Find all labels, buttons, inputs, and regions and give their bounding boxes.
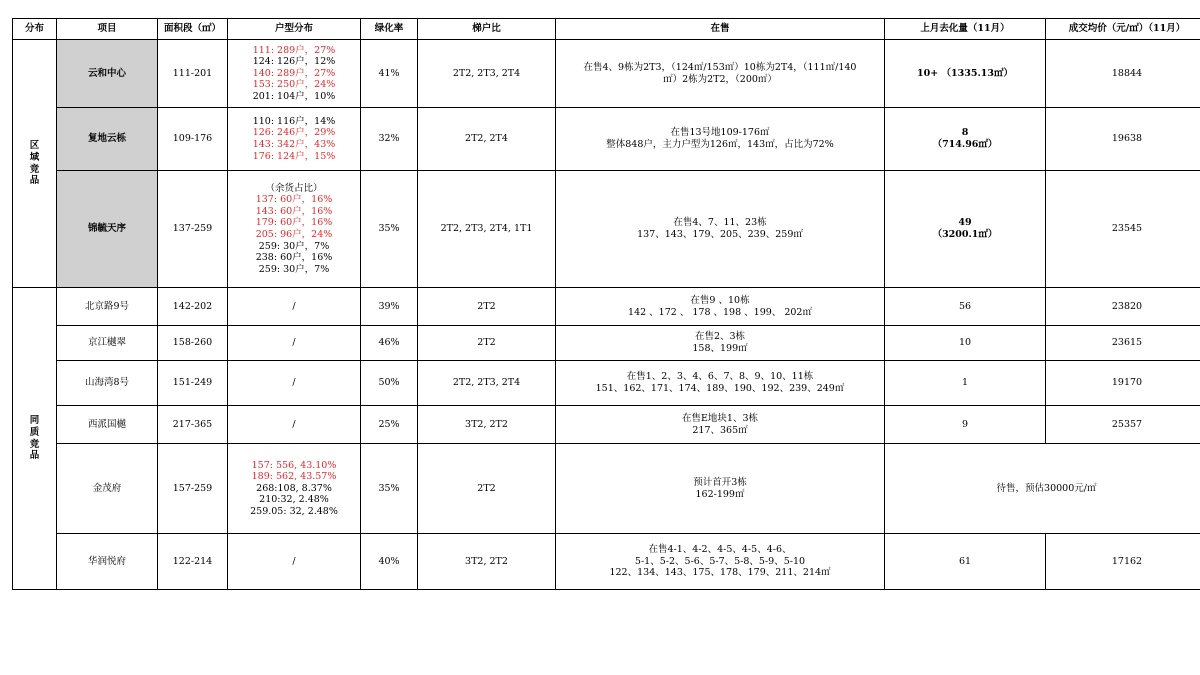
monthly-sales — [885, 288, 1046, 326]
unit-distribution: / — [228, 326, 361, 361]
header-cell: 分布 — [13, 19, 57, 40]
elevator-ratio: 2T2, 2T3, 2T4, 1T1 — [418, 171, 556, 288]
table-row — [13, 326, 1200, 361]
project-name: 复地云栎 — [57, 108, 158, 171]
green-rate: 40% — [361, 534, 418, 590]
unit-distribution — [228, 40, 361, 108]
presale-note: 待售，预估30000元/㎡ — [885, 444, 1200, 534]
unit-line: 259: 30户，7% — [258, 240, 330, 252]
unit-line: 238: 60户，16% — [255, 252, 333, 264]
on-sale-line: 在售13号地109-176㎡ — [670, 127, 770, 139]
header-cell: 在售 — [556, 19, 885, 40]
unit-line: 140: 289户，27% — [252, 67, 336, 79]
on-sale-info — [556, 444, 885, 534]
table-row — [13, 534, 1200, 590]
area-range: 142-202 — [158, 288, 228, 326]
table-row — [13, 361, 1200, 406]
table-row — [13, 406, 1200, 444]
area-range: 217-365 — [158, 406, 228, 444]
on-sale-line: 142 、172 、 178 、198 、199、 202㎡ — [628, 306, 812, 318]
table-row — [13, 444, 1200, 534]
sales-line: 10 — [958, 337, 972, 349]
unit-line: 179: 60户，16% — [255, 217, 333, 229]
on-sale-info — [556, 406, 885, 444]
header-cell: 上月去化量（11月） — [885, 19, 1046, 40]
unit-line: 259.05: 32, 2.48% — [250, 505, 338, 517]
table-row — [13, 40, 1200, 108]
green-rate: 25% — [361, 406, 418, 444]
header-cell: 户型分布 — [228, 19, 361, 40]
elevator-ratio: 2T2, 2T3, 2T4 — [418, 361, 556, 406]
on-sale-line: 162-199㎡ — [695, 488, 745, 500]
project-name: 西派国樾 — [57, 406, 158, 444]
green-rate: 32% — [361, 108, 418, 171]
monthly-sales — [885, 171, 1046, 288]
unit-distribution: / — [228, 288, 361, 326]
on-sale-info — [556, 108, 885, 171]
on-sale-line: 在售2、3栋 — [694, 331, 746, 343]
group-label-similar — [13, 288, 57, 590]
elevator-ratio: 2T2 — [418, 288, 556, 326]
on-sale-line: 217、365㎡ — [692, 424, 748, 436]
group-label-char: 域 — [29, 151, 40, 163]
unit-line: 153: 250户，24% — [252, 79, 336, 91]
avg-price: 19638 — [1046, 108, 1200, 171]
on-sale-line: 在售4、9栋为2T3，（124㎡/153㎡）10栋为2T4，（111㎡/140 — [583, 61, 857, 73]
unit-distribution: / — [228, 361, 361, 406]
sales-line: 10+ （1335.13㎡） — [917, 67, 1013, 79]
table-row — [13, 171, 1200, 288]
avg-price: 23615 — [1046, 326, 1200, 361]
unit-line: 189: 562, 43.57% — [251, 471, 337, 483]
unit-line: 111: 289户，27% — [252, 44, 336, 56]
on-sale-line: 在售1、2、3、4、6、7、8、9、10、11栋 — [626, 371, 814, 383]
on-sale-info — [556, 40, 885, 108]
green-rate: 35% — [361, 171, 418, 288]
on-sale-info — [556, 534, 885, 590]
green-rate: 46% — [361, 326, 418, 361]
green-rate: 39% — [361, 288, 418, 326]
group-label-regional — [13, 40, 57, 288]
on-sale-line: 在售E地块1、3栋 — [681, 412, 759, 424]
unit-line: 259: 30户，7% — [258, 263, 330, 275]
header-cell: 项目 — [57, 19, 158, 40]
header-cell: 梯户比 — [418, 19, 556, 40]
unit-distribution — [228, 444, 361, 534]
group-label-char: 竞 — [29, 438, 40, 450]
header-row — [13, 19, 1200, 40]
group-label-char: 竞 — [29, 163, 40, 175]
sales-line: 61 — [958, 555, 972, 567]
monthly-sales — [885, 361, 1046, 406]
unit-line: 124: 126户，12% — [252, 56, 336, 68]
monthly-sales — [885, 326, 1046, 361]
on-sale-line: 151、162、171、174、189、190、192、239、249㎡ — [595, 383, 845, 394]
unit-line: （余货占比） — [265, 182, 323, 194]
sales-line: 1 — [961, 377, 969, 389]
avg-price: 19170 — [1046, 361, 1200, 406]
project-name: 华润悦府 — [57, 534, 158, 590]
unit-line: 201: 104户，10% — [252, 90, 336, 102]
elevator-ratio: 2T2 — [418, 444, 556, 534]
header-cell: 面积段（㎡） — [158, 19, 228, 40]
competitor-table — [12, 18, 1200, 590]
sales-line: （714.96㎡） — [932, 139, 998, 150]
green-rate: 50% — [361, 361, 418, 406]
on-sale-info — [556, 171, 885, 288]
unit-line: 143: 342户，43% — [252, 139, 336, 150]
on-sale-line: 在售9 、10栋 — [690, 294, 750, 306]
table-row — [13, 108, 1200, 171]
on-sale-line: 158、199㎡ — [692, 343, 748, 354]
unit-line: 110: 116户，14% — [252, 115, 336, 127]
project-name: 山海湾8号 — [57, 361, 158, 406]
avg-price: 23545 — [1046, 171, 1200, 288]
sales-line: 49 — [958, 217, 972, 229]
unit-distribution: / — [228, 534, 361, 590]
sales-line: 9 — [961, 418, 969, 430]
header-cell: 绿化率 — [361, 19, 418, 40]
unit-line: 157: 556, 43.10% — [251, 459, 337, 471]
on-sale-line: 137、143、179、205、239、259㎡ — [637, 229, 803, 240]
unit-line: 210:32, 2.48% — [259, 494, 329, 506]
sales-line: （3200.1㎡） — [932, 229, 998, 240]
monthly-sales — [885, 40, 1046, 108]
on-sale-info — [556, 288, 885, 326]
on-sale-line: ㎡）2栋为2T2，（200㎡） — [663, 73, 777, 85]
group-label-char: 质 — [29, 426, 40, 438]
avg-price: 17162 — [1046, 534, 1200, 590]
elevator-ratio: 2T2, 2T3, 2T4 — [418, 40, 556, 108]
area-range: 111-201 — [158, 40, 228, 108]
unit-line: 176: 124户，15% — [252, 150, 336, 162]
on-sale-line: 122、134、143、175、178、179、211、214㎡ — [609, 567, 831, 579]
area-range: 109-176 — [158, 108, 228, 171]
on-sale-line: 在售4-1、4-2、4-5、4-5、4-6、 — [648, 544, 792, 556]
area-range: 137-259 — [158, 171, 228, 288]
unit-line: 205: 96户，24% — [255, 229, 333, 240]
green-rate: 41% — [361, 40, 418, 108]
elevator-ratio: 3T2, 2T2 — [418, 534, 556, 590]
group-label-char: 品 — [29, 175, 40, 187]
green-rate: 35% — [361, 444, 418, 534]
on-sale-info — [556, 361, 885, 406]
on-sale-line: 5-1、5-2、5-6、5-7、5-8、5-9、5-10 — [634, 555, 806, 567]
sales-line: 56 — [958, 300, 972, 312]
unit-line: 143: 60户，16% — [255, 205, 333, 217]
project-name: 北京路9号 — [57, 288, 158, 326]
area-range: 157-259 — [158, 444, 228, 534]
monthly-sales — [885, 108, 1046, 171]
area-range: 158-260 — [158, 326, 228, 361]
group-label-char: 区 — [29, 140, 40, 152]
unit-distribution: / — [228, 406, 361, 444]
project-name: 云和中心 — [57, 40, 158, 108]
group-label-char: 品 — [29, 450, 40, 462]
on-sale-line: 预计首开3栋 — [693, 476, 747, 488]
area-range: 151-249 — [158, 361, 228, 406]
project-name: 锦毓天序 — [57, 171, 158, 288]
unit-line: 126: 246户，29% — [252, 127, 336, 139]
project-name: 京江樾翠 — [57, 326, 158, 361]
unit-distribution — [228, 171, 361, 288]
monthly-sales — [885, 534, 1046, 590]
monthly-sales — [885, 406, 1046, 444]
elevator-ratio: 3T2, 2T2 — [418, 406, 556, 444]
unit-line: 268:108, 8.37% — [256, 482, 332, 494]
avg-price: 25357 — [1046, 406, 1200, 444]
on-sale-info — [556, 326, 885, 361]
avg-price: 18844 — [1046, 40, 1200, 108]
unit-distribution — [228, 108, 361, 171]
on-sale-line: 在售4、7、11、23栋 — [673, 217, 767, 229]
avg-price: 23820 — [1046, 288, 1200, 326]
group-label-char: 同 — [29, 415, 40, 427]
area-range: 122-214 — [158, 534, 228, 590]
table-row — [13, 288, 1200, 326]
header-cell: 成交均价（元/㎡）（11月） — [1046, 19, 1200, 40]
elevator-ratio: 2T2 — [418, 326, 556, 361]
unit-line: 137: 60户，16% — [255, 194, 333, 206]
project-name: 金茂府 — [57, 444, 158, 534]
sales-line: 8 — [961, 127, 969, 139]
on-sale-line: 整体848户，主力户型为126㎡，143㎡，占比为72% — [606, 139, 834, 150]
elevator-ratio: 2T2, 2T4 — [418, 108, 556, 171]
